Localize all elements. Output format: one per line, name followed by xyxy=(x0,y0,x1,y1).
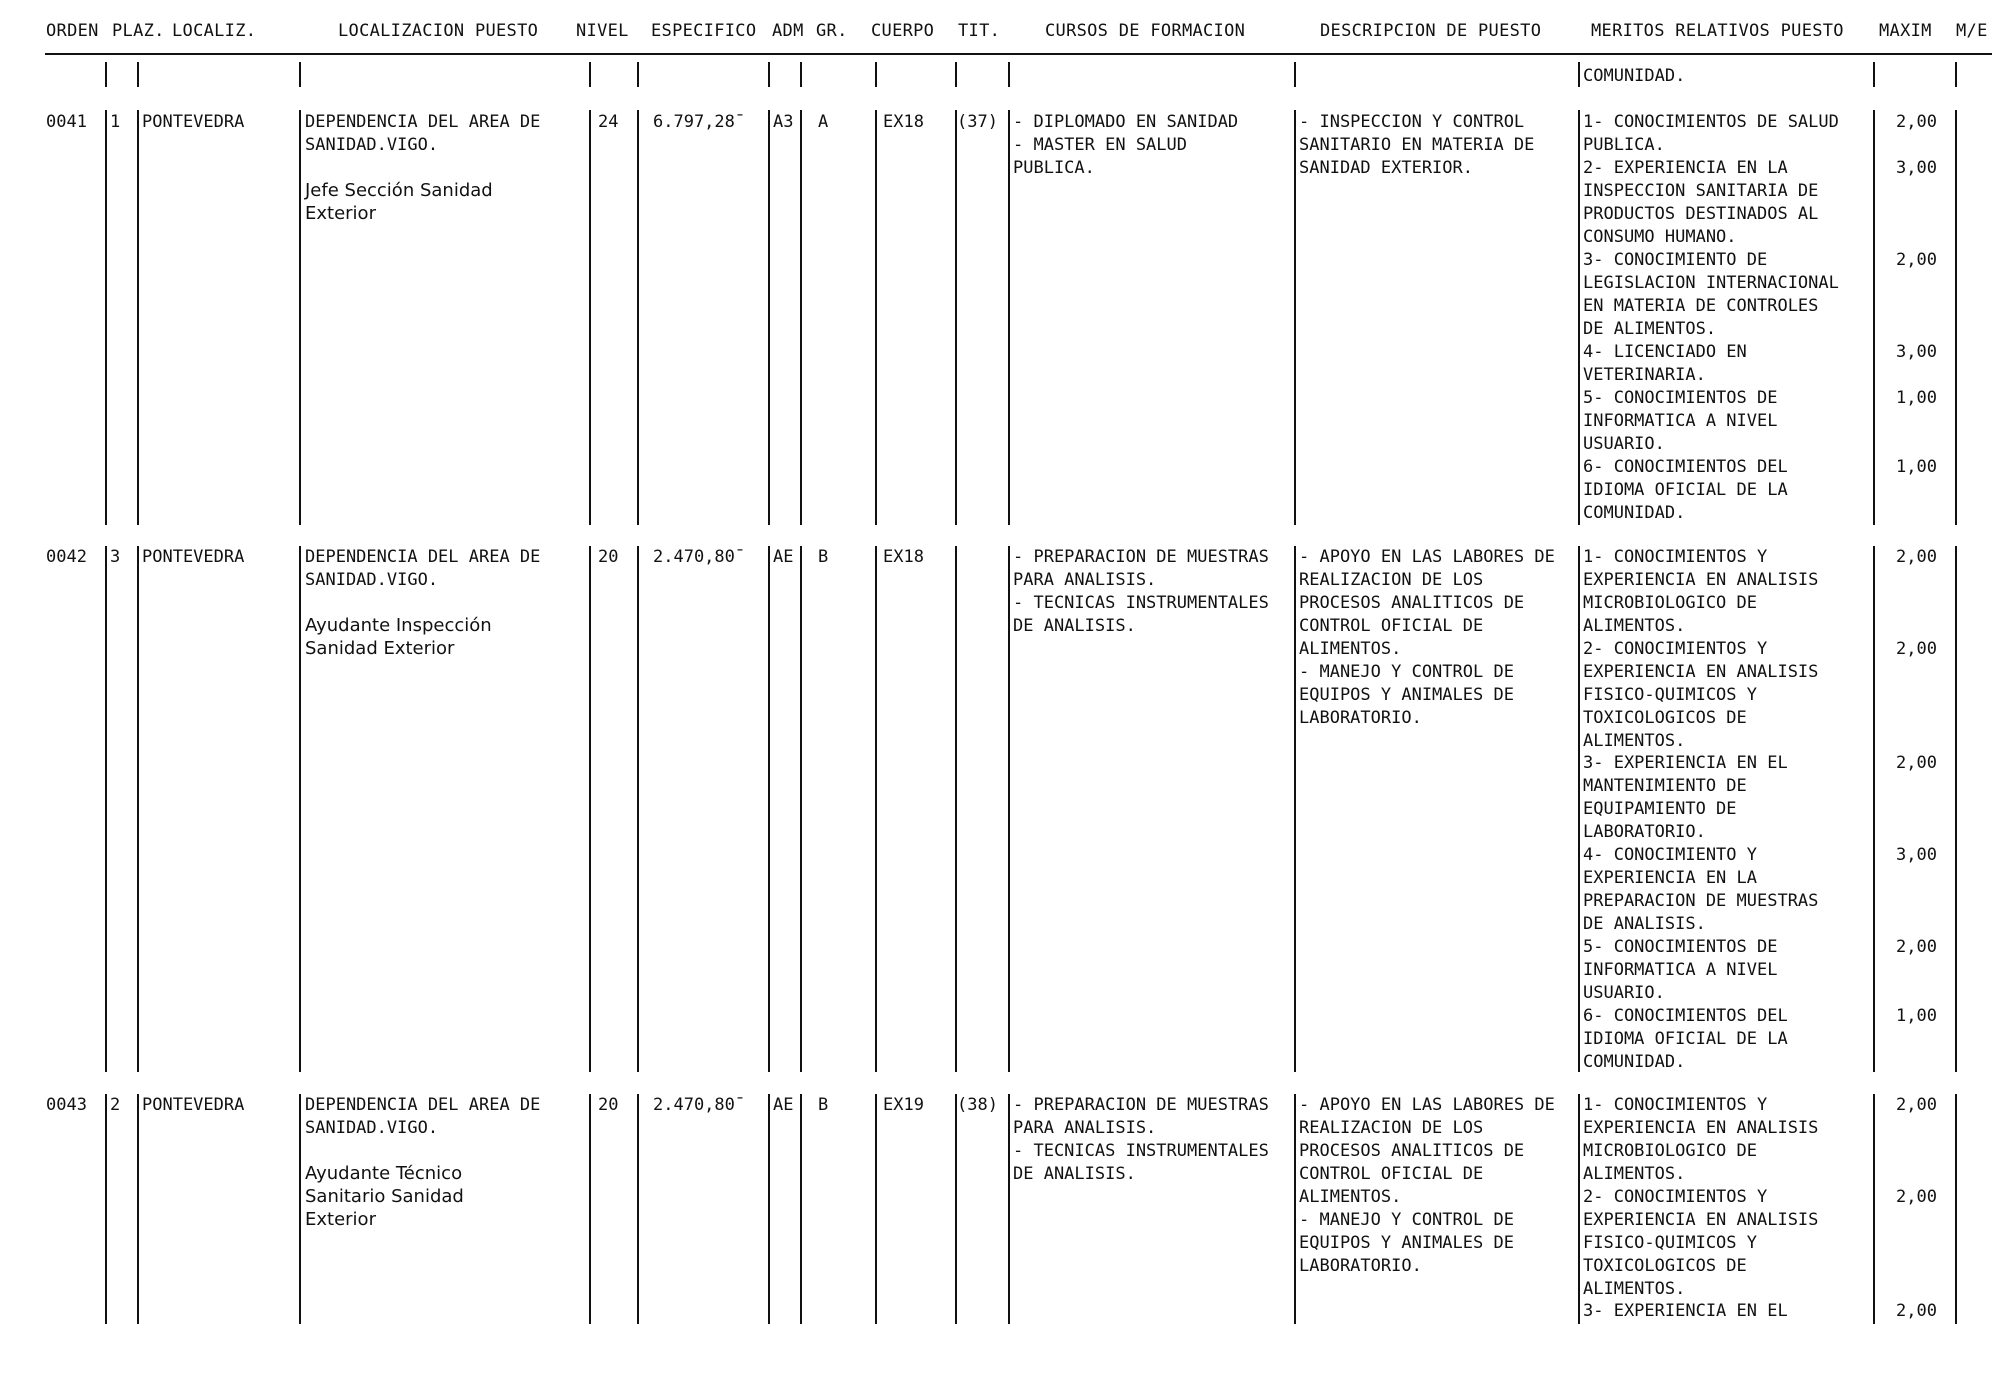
merito-max: 2,00 xyxy=(1896,250,1937,270)
column-separator xyxy=(1955,1094,1957,1324)
row-gr: B xyxy=(818,547,829,567)
row-orden: 0043 xyxy=(46,1095,87,1115)
merito-max: 3,00 xyxy=(1896,845,1937,865)
column-separator xyxy=(1873,546,1875,1072)
merito-item: 2- EXPERIENCIA EN LA INSPECCION SANITARIA DE PRODUCTOS DESTINADOS AL CONSUMO HUMANO. xyxy=(1583,158,1819,247)
column-separator xyxy=(299,546,301,1072)
merito-item: 4- LICENCIADO EN VETERINARIA. xyxy=(1583,342,1747,385)
merito-item: 6- CONOCIMIENTOS DEL IDIOMA OFICIAL DE LA COMUNIDAD. xyxy=(1583,457,1788,523)
row-plaz: 3 xyxy=(110,547,121,567)
header-localiz: LOCALIZ. xyxy=(172,21,257,41)
column-separator xyxy=(1578,110,1580,525)
column-separator xyxy=(589,110,591,525)
column-separator xyxy=(800,546,802,1072)
merito-max: 2,00 xyxy=(1896,547,1937,567)
column-separator xyxy=(800,1094,802,1324)
header-cursos: CURSOS DE FORMACION xyxy=(1045,21,1246,41)
column-separator xyxy=(1873,62,1875,87)
merito-item: 6- CONOCIMIENTOS DEL IDIOMA OFICIAL DE LA COMUNIDAD. xyxy=(1583,1006,1788,1072)
header-tit: TIT. xyxy=(958,21,1001,41)
column-separator xyxy=(955,62,957,87)
row-cuerpo: EX18 xyxy=(883,112,924,132)
row-especifico: 6.797,28¯ xyxy=(653,112,746,132)
row-cursos: - PREPARACION DE MUESTRAS PARA ANALISIS. - TECNICAS INSTRUMENTALES DE ANALISIS. xyxy=(1013,547,1269,636)
column-separator xyxy=(105,546,107,1072)
column-separator xyxy=(137,62,139,87)
merito-item: 3- CONOCIMIENTO DE LEGISLACION INTERNACIONAL EN MATERIA DE CONTROLES DE ALIMENTOS. xyxy=(1583,250,1839,339)
column-separator xyxy=(875,1094,877,1324)
column-separator xyxy=(105,110,107,525)
column-separator xyxy=(768,62,770,87)
row-plaz: 1 xyxy=(110,112,121,132)
header-rule xyxy=(45,53,1992,55)
column-separator xyxy=(1008,110,1010,525)
row-especifico: 2.470,80¯ xyxy=(653,1095,746,1115)
header-descripcion: DESCRIPCION DE PUESTO xyxy=(1320,21,1542,41)
column-separator xyxy=(1578,546,1580,1072)
row-cuerpo: EX18 xyxy=(883,547,924,567)
column-separator xyxy=(1873,1094,1875,1324)
row-puesto: Ayudante Técnico Sanitario Sanidad Exterior xyxy=(305,1163,464,1230)
row-adm: A3 xyxy=(773,112,794,132)
row-dependencia: DEPENDENCIA DEL AREA DE SANIDAD.VIGO. xyxy=(305,112,541,155)
column-separator xyxy=(299,1094,301,1324)
column-separator xyxy=(1008,546,1010,1072)
row-plaz: 2 xyxy=(110,1095,121,1115)
header-adm: ADM xyxy=(772,21,804,41)
row-puesto: Ayudante Inspección Sanidad Exterior xyxy=(305,615,492,659)
row-puesto: Jefe Sección Sanidad Exterior xyxy=(305,180,493,224)
merito-item: 1- CONOCIMIENTOS Y EXPERIENCIA EN ANALISIS MICROBIOLOGICO DE ALIMENTOS. xyxy=(1583,1095,1819,1184)
column-separator xyxy=(955,110,957,525)
row-nivel: 24 xyxy=(598,112,619,132)
merito-item: 2- CONOCIMIENTOS Y EXPERIENCIA EN ANALISIS FISICO-QUIMICOS Y TOXICOLOGICOS DE ALIMENTOS. xyxy=(1583,639,1819,751)
merito-max: 2,00 xyxy=(1896,1095,1937,1115)
column-separator xyxy=(1955,546,1957,1072)
column-separator xyxy=(137,1094,139,1324)
row-descripcion: - INSPECCION Y CONTROL SANITARIO EN MATERIA DE SANIDAD EXTERIOR. xyxy=(1299,112,1535,178)
column-separator xyxy=(875,62,877,87)
row-adm: AE xyxy=(773,547,794,567)
column-separator xyxy=(1294,546,1296,1072)
column-separator xyxy=(1008,62,1010,87)
row-gr: B xyxy=(818,1095,829,1115)
row-dependencia: DEPENDENCIA DEL AREA DE SANIDAD.VIGO. xyxy=(305,1095,541,1138)
column-separator xyxy=(105,62,107,87)
column-separator xyxy=(1578,62,1580,87)
column-separator xyxy=(875,546,877,1072)
column-separator xyxy=(299,62,301,87)
header-plaz: PLAZ. xyxy=(112,21,165,41)
merito-item: 3- EXPERIENCIA EN EL xyxy=(1583,1301,1788,1321)
column-separator xyxy=(955,1094,957,1324)
column-separator xyxy=(768,110,770,525)
column-separator xyxy=(1873,110,1875,525)
row-dependencia: DEPENDENCIA DEL AREA DE SANIDAD.VIGO. xyxy=(305,547,541,590)
merito-max: 2,00 xyxy=(1896,1187,1937,1207)
merito-max: 3,00 xyxy=(1896,158,1937,178)
merito-max: 3,00 xyxy=(1896,342,1937,362)
row-localiz: PONTEVEDRA xyxy=(142,112,245,132)
row-especifico: 2.470,80¯ xyxy=(653,547,746,567)
column-separator xyxy=(589,546,591,1072)
column-separator xyxy=(137,546,139,1072)
row-adm: AE xyxy=(773,1095,794,1115)
row-descripcion: - APOYO EN LAS LABORES DE REALIZACION DE LOS PROCESOS ANALITICOS DE CONTROL OFICIAL DE ALIMENTOS. - MANEJO Y CONTROL DE EQUIPOS Y ANIMALES DE LABORATORIO. xyxy=(1299,547,1555,728)
merito-max: 2,00 xyxy=(1896,753,1937,773)
column-separator xyxy=(589,62,591,87)
merito-item: 2- CONOCIMIENTOS Y EXPERIENCIA EN ANALISIS FISICO-QUIMICOS Y TOXICOLOGICOS DE ALIMENTOS. xyxy=(1583,1187,1819,1299)
column-separator xyxy=(1955,62,1957,87)
row-nivel: 20 xyxy=(598,547,619,567)
column-separator xyxy=(637,546,639,1072)
header-orden: ORDEN xyxy=(46,21,99,41)
column-separator xyxy=(1294,110,1296,525)
row-descripcion: - APOYO EN LAS LABORES DE REALIZACION DE LOS PROCESOS ANALITICOS DE CONTROL OFICIAL DE ALIMENTOS. - MANEJO Y CONTROL DE EQUIPOS Y ANIMALES DE LABORATORIO. xyxy=(1299,1095,1555,1276)
merito-item: 5- CONOCIMIENTOS DE INFORMATICA A NIVEL USUARIO. xyxy=(1583,388,1778,454)
column-separator xyxy=(137,110,139,525)
column-separator xyxy=(800,110,802,525)
column-separator xyxy=(1578,1094,1580,1324)
header-meritos: MERITOS RELATIVOS PUESTO xyxy=(1591,21,1844,41)
header-localizacion-puesto: LOCALIZACION PUESTO xyxy=(338,21,539,41)
column-separator xyxy=(875,110,877,525)
merito-max: 2,00 xyxy=(1896,937,1937,957)
header-cuerpo: CUERPO xyxy=(871,21,935,41)
merito-max: 1,00 xyxy=(1896,457,1937,477)
merito-max: 2,00 xyxy=(1896,1301,1937,1321)
continuation-meritos: COMUNIDAD. xyxy=(1583,66,1686,86)
row-localiz: PONTEVEDRA xyxy=(142,547,245,567)
merito-max: 2,00 xyxy=(1896,112,1937,132)
row-tit: (37) xyxy=(957,112,998,132)
merito-item: 1- CONOCIMIENTOS Y EXPERIENCIA EN ANALISIS MICROBIOLOGICO DE ALIMENTOS. xyxy=(1583,547,1819,636)
row-orden: 0041 xyxy=(46,112,87,132)
column-separator xyxy=(955,546,957,1072)
column-separator xyxy=(1008,1094,1010,1324)
row-cursos: - DIPLOMADO EN SANIDAD - MASTER EN SALUD PUBLICA. xyxy=(1013,112,1239,178)
merito-max: 1,00 xyxy=(1896,388,1937,408)
column-separator xyxy=(1294,62,1296,87)
header-maxim: MAXIM xyxy=(1879,21,1932,41)
row-cursos: - PREPARACION DE MUESTRAS PARA ANALISIS. - TECNICAS INSTRUMENTALES DE ANALISIS. xyxy=(1013,1095,1269,1184)
row-orden: 0042 xyxy=(46,547,87,567)
merito-item: 4- CONOCIMIENTO Y EXPERIENCIA EN LA PREPARACION DE MUESTRAS DE ANALISIS. xyxy=(1583,845,1819,934)
merito-item: 1- CONOCIMIENTOS DE SALUD PUBLICA. xyxy=(1583,112,1839,155)
column-separator xyxy=(1294,1094,1296,1324)
row-cuerpo: EX19 xyxy=(883,1095,924,1115)
merito-item: 3- EXPERIENCIA EN EL MANTENIMIENTO DE EQUIPAMIENTO DE LABORATORIO. xyxy=(1583,753,1788,842)
column-separator xyxy=(800,62,802,87)
merito-item: 5- CONOCIMIENTOS DE INFORMATICA A NIVEL USUARIO. xyxy=(1583,937,1778,1003)
row-gr: A xyxy=(818,112,829,132)
row-tit: (38) xyxy=(957,1095,998,1115)
column-separator xyxy=(299,110,301,525)
column-separator xyxy=(768,546,770,1072)
column-separator xyxy=(637,110,639,525)
row-nivel: 20 xyxy=(598,1095,619,1115)
column-separator xyxy=(589,1094,591,1324)
column-separator xyxy=(768,1094,770,1324)
column-separator xyxy=(105,1094,107,1324)
column-separator xyxy=(637,62,639,87)
merito-max: 1,00 xyxy=(1896,1006,1937,1026)
column-separator xyxy=(637,1094,639,1324)
column-separator xyxy=(1955,110,1957,525)
header-especifico: ESPECIFICO xyxy=(651,21,757,41)
merito-max: 2,00 xyxy=(1896,639,1937,659)
row-localiz: PONTEVEDRA xyxy=(142,1095,245,1115)
header-nivel: NIVEL xyxy=(576,21,629,41)
header-me: M/E xyxy=(1956,21,1988,41)
header-gr: GR. xyxy=(816,21,848,41)
